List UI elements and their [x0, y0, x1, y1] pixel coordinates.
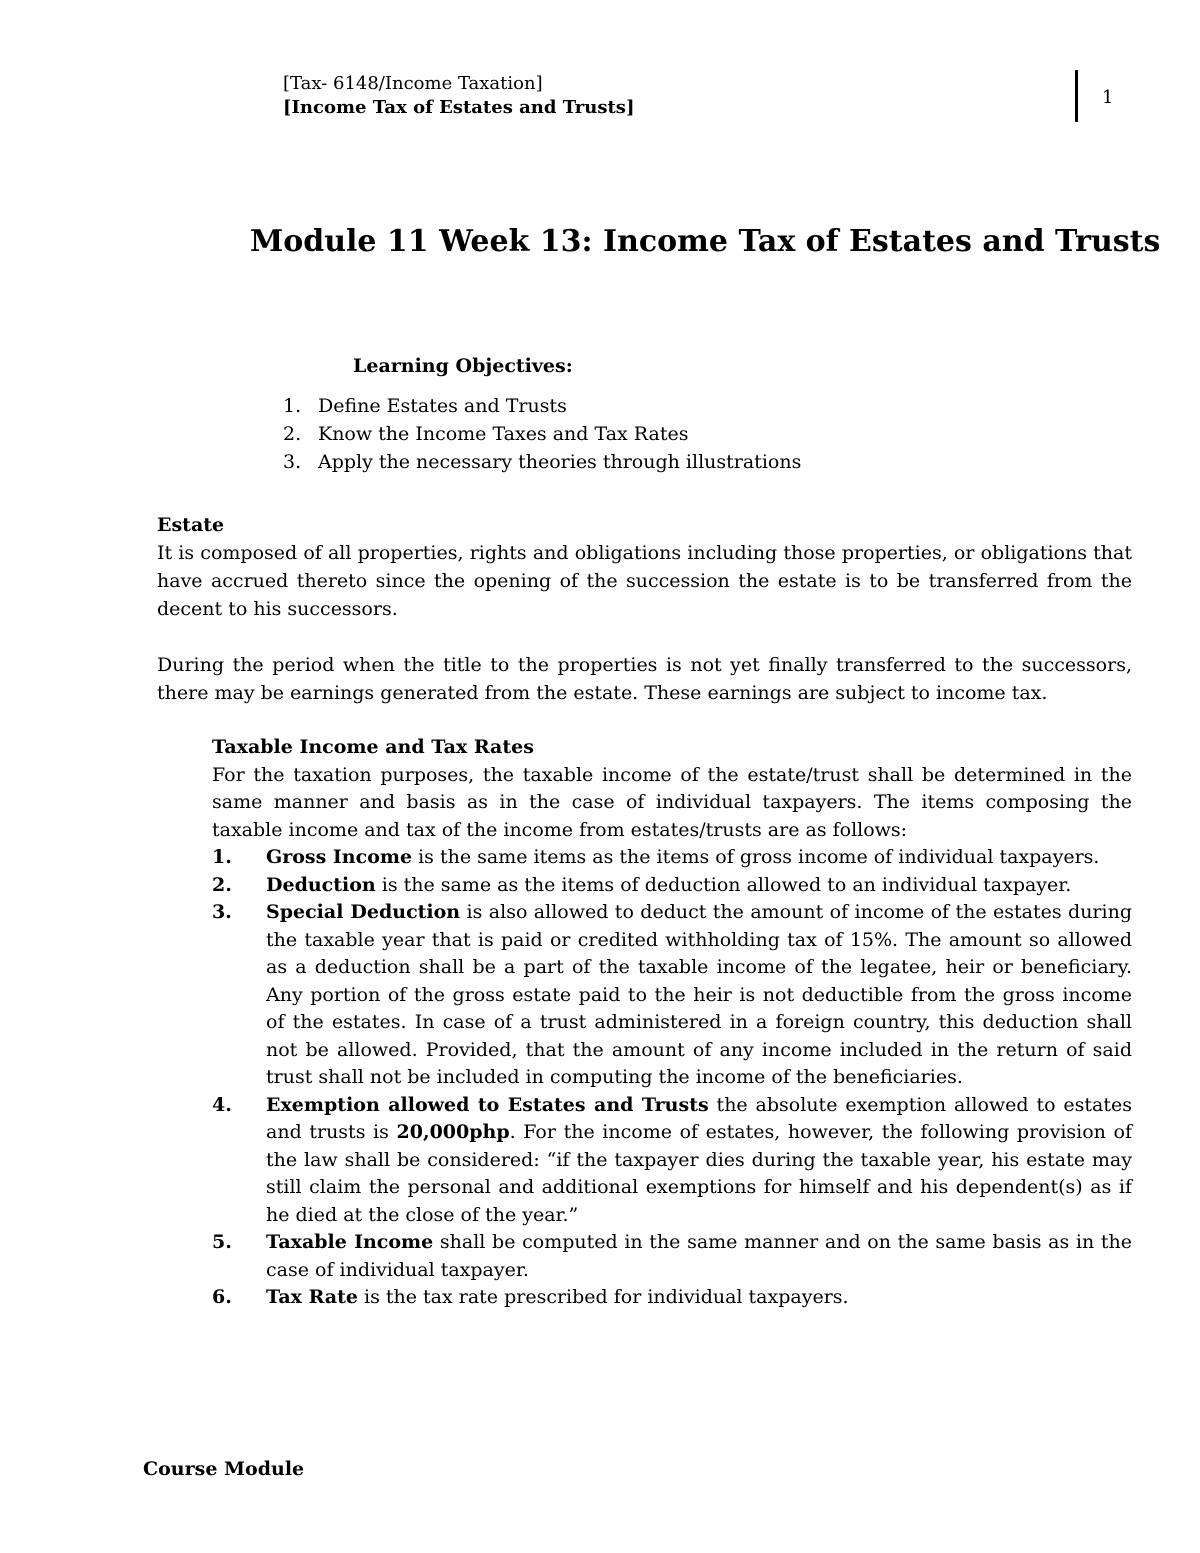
list-item: 5. Taxable Income shall be computed in the same manner and on the same basis as in the case of individual taxpayer.	[212, 1231, 1132, 1281]
objectives-list	[283, 392, 801, 476]
list-item: 2. Deduction is the same as the items of deduction allowed to an individual taxpayer.	[212, 873, 1072, 896]
taxable-heading: Taxable Income and Tax Rates	[212, 736, 534, 758]
list-item: 1. Define Estates and Trusts	[283, 395, 567, 417]
taxable-income-section	[212, 734, 1132, 1312]
header-divider	[1075, 70, 1078, 122]
header-course: [Tax- 6148/Income Taxation]	[283, 73, 543, 94]
taxable-intro: For the taxation purposes, the taxable income of the estate/trust shall be determined in the same manner and basis as in the case of individual taxpayers. The items composing the taxable income and tax of the income from estates/trusts are as follows:	[212, 763, 1132, 841]
running-header	[283, 72, 634, 120]
footer-course-module: Course Module	[143, 1458, 305, 1480]
list-item: 2. Know the Income Taxes and Tax Rates	[283, 423, 689, 445]
page-number: 1	[1102, 87, 1114, 108]
estate-heading: Estate	[157, 514, 225, 536]
estate-section	[157, 511, 1132, 623]
list-item: 4. Exemption allowed to Estates and Trusts the absolute exemption allowed to estates and trusts is 20,000php. For the income of estates, however, the following provision of the law shall be considered: “if the taxpayer dies during the taxable year, his estate may still claim the personal and additional exemptions for himself and his dependent(s) as if he died at the close of the year.”	[212, 1093, 1132, 1226]
taxable-items-list	[212, 844, 1132, 1312]
list-item: 6. Tax Rate is the tax rate prescribed for individual taxpayers.	[212, 1286, 849, 1308]
estate-paragraph: It is composed of all properties, rights and obligations including those properties, or obligations that have accrued thereto since the opening of the succession the estate is to be transferred from the decent to his successors.	[157, 542, 1132, 620]
header-topic: [Income Tax of Estates and Trusts]	[283, 97, 635, 118]
list-item: 3. Special Deduction is also allowed to deduct the amount of income of the estates during the taxable year that is paid or credited withholding tax of 15%. The amount so allowed as a deduction shall be a part of the taxable income of the legatee, heir or beneficiary. Any portion of the gross estate paid to the heir is not deductible from the gross income of the estates. In case of a trust administered in a foreign country, this deduction shall not be allowed. Provided, that the amount of any income included in the return of said trust shall not be included in computing the income of the beneficiaries.	[212, 901, 1132, 1088]
list-item: 1. Gross Income is the same items as the items of gross income of individual taxpayers.	[212, 846, 1100, 868]
estate-earnings-paragraph: During the period when the title to the properties is not yet finally transferred to the successors, there may be earnings generated from the estate. These earnings are subject to income tax.	[157, 654, 1132, 704]
page-title: Module 11 Week 13: Income Tax of Estates and Trusts	[250, 224, 1161, 259]
list-item: 3. Apply the necessary theories through illustrations	[283, 451, 802, 473]
objectives-heading: Learning Objectives:	[353, 355, 573, 377]
